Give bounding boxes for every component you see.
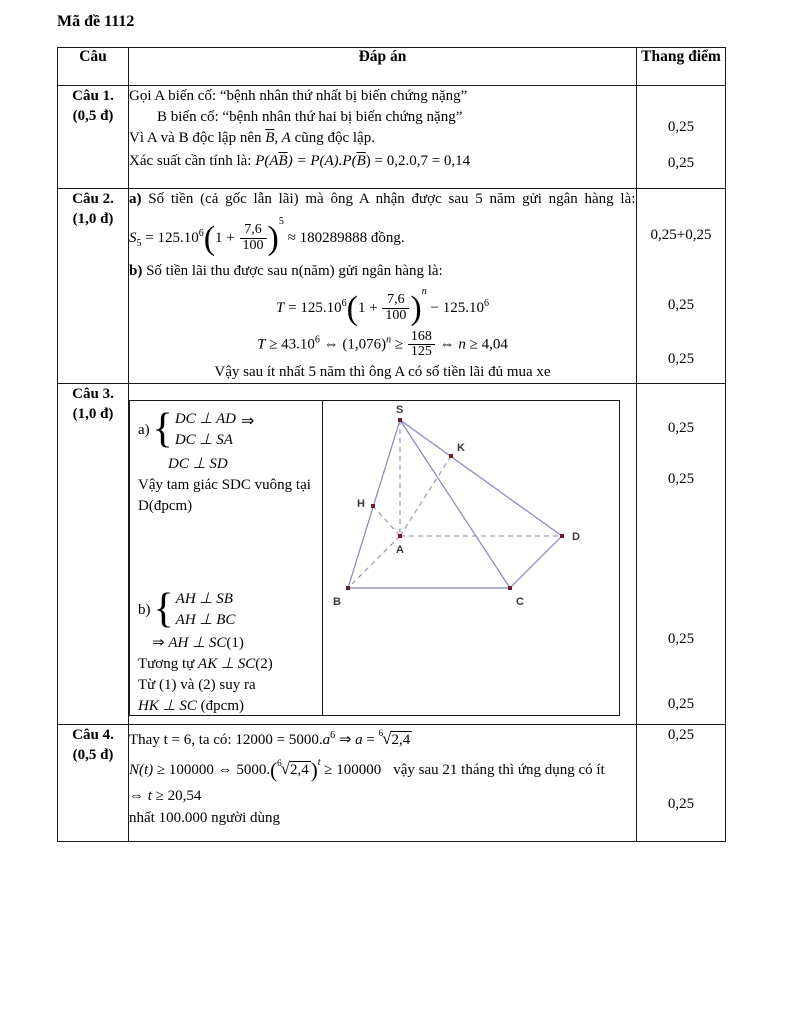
q4-var-a2: a: [355, 732, 363, 748]
q3-text-a: Vậy tam giác SDC vuông tại D(đpcm): [138, 477, 311, 514]
q3-label: Câu 3.: [72, 386, 114, 402]
q4-line2-ge2: ≥ 100000: [320, 762, 382, 778]
figure-edge-ak: [400, 456, 451, 536]
spacer: [138, 517, 316, 587]
header-answer: Đáp án: [129, 48, 637, 86]
q2-t2-exp1: 6: [314, 334, 320, 346]
q3-text-b-pre: Tương tự: [138, 656, 199, 672]
q3-text-b: [138, 654, 316, 675]
score-mark: 0,25: [667, 796, 695, 812]
figure-edge-sc: [400, 420, 510, 588]
q2-s5-exp2: 5: [278, 216, 284, 227]
q3-a-label: a): [138, 421, 150, 438]
q3-text-b-ref: (2): [255, 656, 273, 672]
score-mark: 0,25: [667, 696, 695, 712]
radical-sign: √: [382, 729, 392, 748]
figure-point-s: [398, 418, 402, 422]
q2-t-formula: $T = 125.10^6(1$ + $\frac{7,6}{100}$ )$^n - 125.10^6$: [276, 285, 489, 327]
q1-formula-pa: P(A: [255, 153, 279, 169]
figure-edge-cd: [510, 536, 562, 588]
q2-label-cell: [58, 189, 129, 384]
q2-weight: (1,0 đ): [72, 211, 114, 227]
implies-arrow: ⇒: [240, 413, 255, 430]
q3-sys-b2: AH ⊥ BC: [175, 612, 236, 628]
q2-t2-ge2: ≥: [391, 336, 407, 353]
q2-a-sentence: Số tiền (cả gốc lẫn lãi) mà ông A nhận được sau 5 năm gửi ngân hàng là:: [141, 191, 636, 207]
exam-code-title: Mã đề 1112: [57, 13, 135, 30]
q1-formula-bbar2: $\overline{B}$: [356, 153, 366, 169]
q2-t2-ge: ≥ 43.10: [265, 336, 315, 353]
q2-part-b-text: [129, 261, 636, 282]
q4-line2-ge: ≥ 100000 ⇔ 5000.: [153, 762, 271, 778]
q4-label: Câu 4.: [72, 727, 114, 743]
q1-answer-cell: [129, 86, 637, 189]
q1-line1: Gọi A biến cố: “bệnh nhân thứ nhất bị biến chứng nặng”: [129, 88, 468, 104]
q1-line3-b-bar: $\overline{B}$: [265, 130, 275, 146]
q3-score-cell: [637, 384, 726, 725]
q1-line3-post: cũng độc lập.: [290, 130, 375, 146]
q2-s5-sub: 5: [136, 238, 142, 249]
figure-label-b: B: [333, 596, 341, 608]
q1-score-cell: [637, 86, 726, 189]
table-row-q3: [58, 384, 726, 725]
q3-concl-b-math: AH ⊥ SC: [168, 635, 227, 651]
q4-exp-t: t: [317, 757, 321, 768]
iff-symbol: ⇔: [435, 336, 459, 353]
q1-line2: B biến cố: “bệnh nhân thứ hai bị biến chứng nặng”: [157, 109, 463, 125]
q1-line4-text: Xác suất cần tính là:: [129, 153, 256, 169]
q2-s5-inner: 1 +: [215, 230, 239, 246]
figure-label-h: H: [357, 498, 365, 510]
figure-point-k: [449, 454, 453, 458]
q2-t1-fraction: [382, 293, 409, 323]
q4-weight: (0,5 đ): [72, 747, 114, 763]
q3-inner-box: [129, 400, 620, 716]
q3-conclusion-a: DC ⊥ SD: [168, 456, 228, 472]
radicand: 2,4: [391, 732, 411, 748]
fraction-denominator: 100: [382, 308, 409, 324]
q2-s5-var: S: [129, 230, 137, 246]
q2-t1-exp-n: n: [421, 285, 427, 297]
q4-label-cell: [58, 725, 129, 842]
q3-b-system-lines: [176, 589, 236, 631]
root-index: 6: [277, 758, 282, 768]
fraction-numerator: 168: [410, 328, 432, 344]
q4-line2-tail: vậy sau 21 tháng thì ứng dụng có ít: [393, 762, 605, 778]
q3-text-d-post: (đpcm): [196, 698, 244, 714]
q4-line3-ge: ≥ 20,54: [151, 788, 202, 805]
q3-text-d: [138, 696, 316, 717]
q2-s5-exp1: 6: [198, 228, 204, 239]
table-header-row: [58, 48, 726, 86]
q1-label-cell: [58, 86, 129, 189]
q2-s5-formula: $S_5 = 125.10^6(1$ + $\frac{7,6}{100}$ )$^5$ ≈ 180289888 đồng.: [129, 216, 405, 257]
q2-t1-inner: 1 +: [357, 299, 382, 316]
score-mark: 0,25: [667, 155, 695, 171]
q4-line4: nhất 100.000 người dùng: [129, 810, 281, 827]
score-mark: 0,25: [667, 471, 695, 487]
q3-part-a-system: [138, 406, 316, 453]
figure-label-k: K: [457, 442, 465, 454]
figure-point-c: [508, 586, 512, 590]
q4-line1: [129, 725, 636, 752]
q3-figure-pane: [323, 401, 619, 715]
q1-line3-a: , A: [274, 130, 291, 146]
figure-point-d: [560, 534, 564, 538]
q3-answer-cell: [129, 384, 637, 725]
fraction-numerator: 7,6: [387, 292, 405, 308]
q2-t2-base: (1,076): [342, 336, 387, 353]
q2-t2-exp-n: n: [386, 334, 392, 346]
q2-t1-eq: = 125.10: [284, 299, 342, 316]
root-index: 6: [378, 728, 384, 738]
q2-label: Câu 2.: [72, 191, 114, 207]
q4-line1-eq: 12000 = 5000.: [235, 732, 323, 748]
score-mark: 0,25: [667, 351, 695, 367]
table-row-q1: [58, 86, 726, 189]
score-mark: 0,25+0,25: [650, 227, 712, 243]
q2-conclusion: Vậy sau ít nhất 5 năm thì ông A có số tiền lãi đủ mua xe: [214, 363, 551, 380]
q2-t2-var: T: [257, 336, 266, 353]
fraction-numerator: 7,6: [244, 222, 262, 238]
q3-sys-a2: DC ⊥ SA: [174, 432, 233, 448]
q1-formula-bbar1: $\overline{B}$: [278, 153, 288, 169]
figure-point-h: [371, 504, 375, 508]
score-mark: 0,25: [667, 420, 695, 436]
q2-t2-ge3: ≥ 4,04: [465, 336, 508, 353]
q4-var-a: a: [322, 732, 331, 748]
figure-label-a: A: [396, 544, 404, 556]
table-row-q2: [58, 189, 726, 384]
q1-line3: [129, 128, 636, 149]
q1-formula-result: ) = 0,2.0,7 = 0,14: [365, 153, 471, 169]
q2-t2-var2: n: [458, 336, 466, 353]
implies-arrow: ⇒: [152, 635, 169, 651]
implies-arrow: ⇒: [335, 732, 356, 748]
q2-b-sentence: Số tiền lãi thu được sau n(năm) gửi ngân hàng là:: [142, 262, 443, 279]
score-mark: 0,25: [667, 631, 695, 647]
q2-s5-fraction: [240, 223, 267, 253]
q4-eq2: =: [362, 732, 379, 748]
score-mark: 0,25: [667, 119, 695, 135]
fraction-denominator: 100: [240, 238, 267, 254]
q2-b-label: b): [129, 262, 143, 279]
q3-conclusion-b: [152, 633, 316, 654]
figure-label-c: C: [516, 596, 524, 608]
q1-line3-text: Vì A và B độc lập nên: [129, 130, 266, 146]
score-mark: 0,25: [667, 727, 695, 743]
q4-line1-text: Thay t = 6, ta có:: [129, 732, 236, 748]
figure-point-b: [346, 586, 350, 590]
open-paren: (: [270, 758, 278, 782]
figure-edge-sd: [400, 420, 562, 536]
radical-sign: √: [280, 759, 290, 778]
q2-t1-exp1: 6: [341, 297, 347, 309]
q3-proof-pane: [130, 401, 323, 715]
q1-label: Câu 1.: [72, 88, 114, 104]
q4-line2: [129, 757, 636, 782]
figure-point-a: [398, 534, 402, 538]
q3-b-label: b): [138, 601, 151, 618]
q4-sixth-root: [378, 728, 413, 748]
iff-symbol: ⇔: [319, 336, 343, 353]
answer-key-table: [57, 47, 726, 842]
q3-concl-b-ref: (1): [226, 635, 244, 651]
table-row-q4: [58, 725, 726, 842]
q3-a-system-lines: [175, 409, 236, 451]
q2-t1-tail: − 125.10: [426, 299, 484, 316]
q1-formula-mid: ) = P(A).P(: [287, 153, 357, 169]
q2-t1-var: T: [276, 299, 285, 316]
q2-s5-eq: = 125.10: [141, 230, 199, 246]
q3-part-b-system: [138, 586, 316, 633]
q2-part-a-text: [129, 189, 636, 210]
figure-edge-ah: [373, 506, 400, 536]
radicand: 2,4: [290, 762, 309, 778]
q2-t1-exp3: 6: [483, 297, 489, 309]
q4-score-cell: [637, 725, 726, 842]
q4-line3: [129, 785, 636, 807]
system-brace: {: [152, 406, 173, 453]
system-brace: {: [153, 586, 174, 633]
figure-label-d: D: [572, 531, 580, 543]
close-paren: ): [310, 758, 318, 782]
score-mark: 0,25: [667, 297, 695, 313]
q4-exp-6: 6: [330, 730, 336, 741]
header-score: Thang điểm: [637, 48, 726, 86]
q3-sys-a1: DC ⊥ AD: [174, 411, 236, 427]
q2-t2-fraction: [408, 330, 435, 360]
q2-answer-cell: [129, 189, 637, 384]
q3-weight: (1,0 đ): [72, 406, 114, 422]
q1-line4: [129, 149, 636, 173]
figure-label-s: S: [396, 404, 404, 416]
iff-symbol: ⇔: [129, 788, 148, 805]
q3-sys-b1: AH ⊥ SB: [175, 591, 233, 607]
q4-nt: N(t): [129, 762, 154, 778]
q3-text-c: Từ (1) và (2) suy ra: [138, 677, 256, 693]
q4-sixth-root-2: [277, 758, 311, 778]
q3-label-cell: [58, 384, 129, 725]
pyramid-figure: [323, 401, 619, 715]
q3-text-b-math: AK ⊥ SC: [198, 656, 256, 672]
q2-score-cell: [637, 189, 726, 384]
q4-var-t: t: [147, 788, 152, 805]
q4-answer-cell: [129, 725, 637, 842]
q3-text-d-math: HK ⊥ SC: [138, 698, 197, 714]
fraction-denominator: 125: [408, 344, 435, 360]
q1-weight: (0,5 đ): [72, 108, 114, 124]
q2-s5-result: ≈ 180289888 đồng.: [283, 230, 405, 246]
q2-a-label: a): [129, 191, 142, 207]
header-question: Câu: [58, 48, 129, 86]
q2-inequality-formula: [129, 330, 636, 360]
